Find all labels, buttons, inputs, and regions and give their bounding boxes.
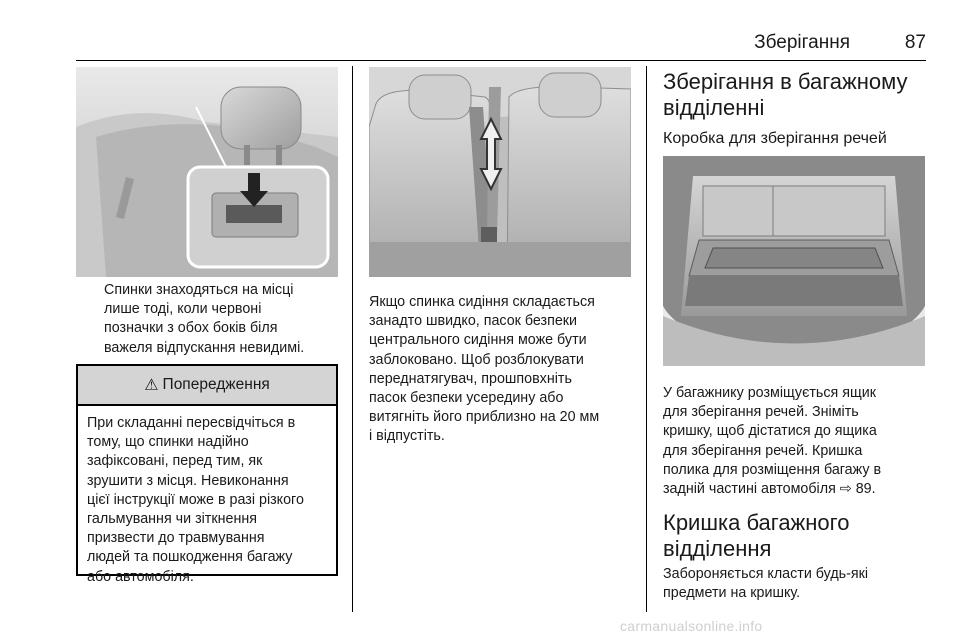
middle-caption: Якщо спинка сидіння складається занадто швидко, пасок безпеки центрального сидіння може бути заблоковано. Щоб розблокувати переднатягувач, прошповхніть пасок безпеки усередину або витягніть його приблизно на 20 мм і відпустіть. <box>369 294 600 445</box>
seat-release-lever-illustration <box>76 67 338 277</box>
subsection-heading: Коробка для зберігання речей <box>663 130 887 147</box>
header-rule <box>76 60 926 61</box>
warning-body: При складанні пересвідчіться в тому, що спинки надійно зафіксовані, перед тим, як зрушити з місця. Невиконання цієї інструкції може в разі різкого гальмування чи зіткнення призвести до травмування людей та пошкодження багажу або автомобіля. <box>87 415 304 585</box>
right-caption-cover: Забороняється класти будь-які предмети на кришку. <box>663 566 869 602</box>
page-header-title: Зберігання <box>754 32 850 53</box>
right-caption: У багажнику розміщується ящик для зберігання речей. Зніміть кришку, щоб дістатися до ящика для зберігання речей. Кришка полика для розміщення багажу в задній частині автомобіля ⇨ 89. <box>663 385 882 498</box>
warning-header <box>78 366 336 406</box>
rear-seat-belt-illustration <box>369 67 631 277</box>
cargo-storage-box-illustration <box>663 156 925 366</box>
warning-title: Попередження <box>162 376 270 393</box>
warning-box <box>76 364 338 585</box>
column-divider-left <box>352 66 353 612</box>
warning-triangle-icon: ⚠ <box>144 377 159 394</box>
section-heading: Зберігання в багажному відділенні <box>663 69 908 120</box>
page-number: 87 <box>904 32 926 53</box>
left-caption: Спинки знаходяться на місці лише тоді, коли червоні позначки з обох боків біля важеля відпускання невидимі. <box>104 282 305 356</box>
watermark-text: carmanualsonline.info <box>620 618 763 634</box>
section-heading-cover: Кришка багажного відділення <box>663 510 850 561</box>
column-divider-right <box>646 66 647 612</box>
